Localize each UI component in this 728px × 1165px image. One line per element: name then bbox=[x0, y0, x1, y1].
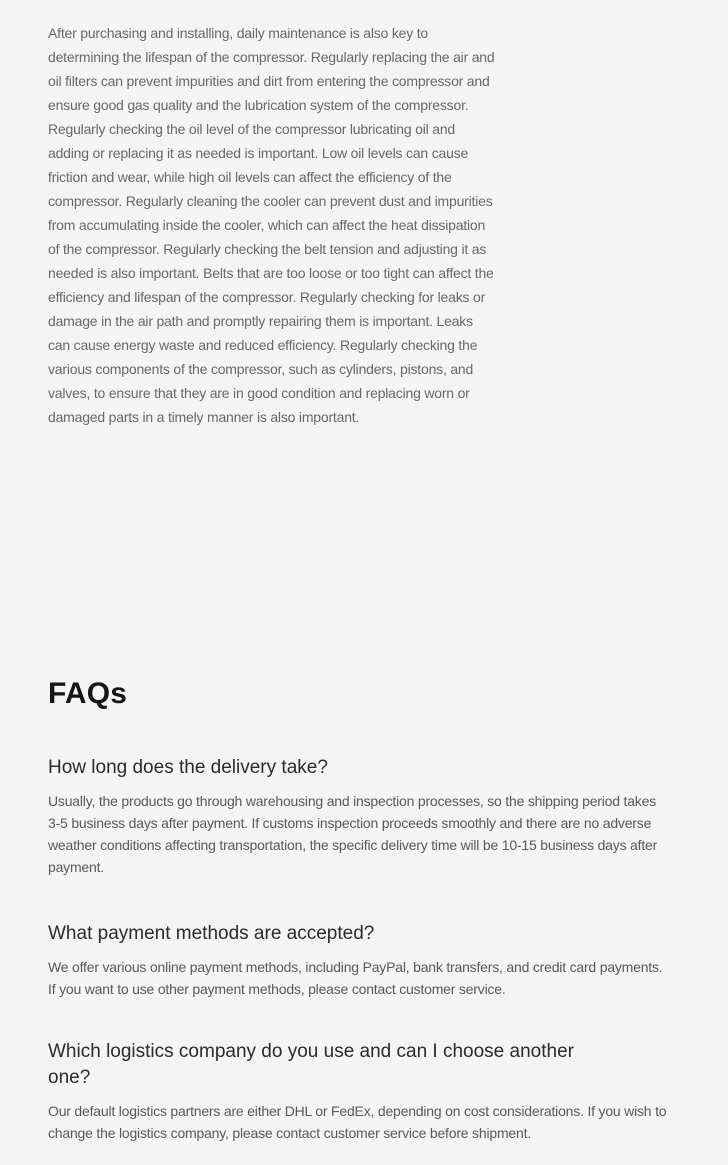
faq-question-logistics: Which logistics company do you use and can I choose another one? bbox=[48, 1041, 574, 1088]
faq-question-payment: What payment methods are accepted? bbox=[48, 923, 375, 944]
faq-question-delivery: How long does the delivery take? bbox=[48, 757, 328, 778]
faq-item bbox=[48, 755, 672, 878]
faq-section-title: FAQs bbox=[48, 677, 128, 710]
maintenance-intro-paragraph: After purchasing and installing, daily maintenance is also key to determining the lifespan of the compressor. Regularly replacing the air and oil filters can prevent impurities and dirt from entering the compressor and ensure good gas quality and the lubrication system of the compressor. Regularly checking the oil level of the compressor lubricating oil and adding or replacing it as needed is important. Low oil levels can cause friction and wear, while high oil levels can affect the efficiency of the compressor. Regularly cleaning the cooler can prevent dust and impurities from accumulating inside the cooler, which can affect the heat dissipation of the compressor. Regularly checking the belt tension and adjusting it as needed is also important. Belts that are too loose or too tight can affect the efficiency and lifespan of the compressor. Regularly checking for leaks or damage in the air path and promptly repairing them is important. Leaks can cause energy waste and reduced efficiency. Regularly checking the various components of the compressor, such as cylinders, pistons, and valves, to ensure that they are in good condition and replacing worn or damaged parts in a timely manner is also important. bbox=[48, 25, 495, 425]
faq-answer-logistics: Our default logistics partners are either DHL or FedEx, depending on cost considerations. If you wish to change the logistics company, please contact customer service before shipment. bbox=[48, 1103, 667, 1141]
faq-answer-delivery: Usually, the products go through warehousing and inspection processes, so the shipping period takes 3-5 business days after payment. If customs inspection proceeds smoothly and there are no adverse weather conditions affecting transportation, the specific delivery time will be 10-15 business days after payment. bbox=[48, 793, 658, 875]
faq-item bbox=[48, 921, 672, 1000]
faq-answer-payment: We offer various online payment methods, including PayPal, bank transfers, and credit card payments. If you want to use other payment methods, please contact customer service. bbox=[48, 959, 663, 997]
faq-item bbox=[48, 1039, 672, 1144]
